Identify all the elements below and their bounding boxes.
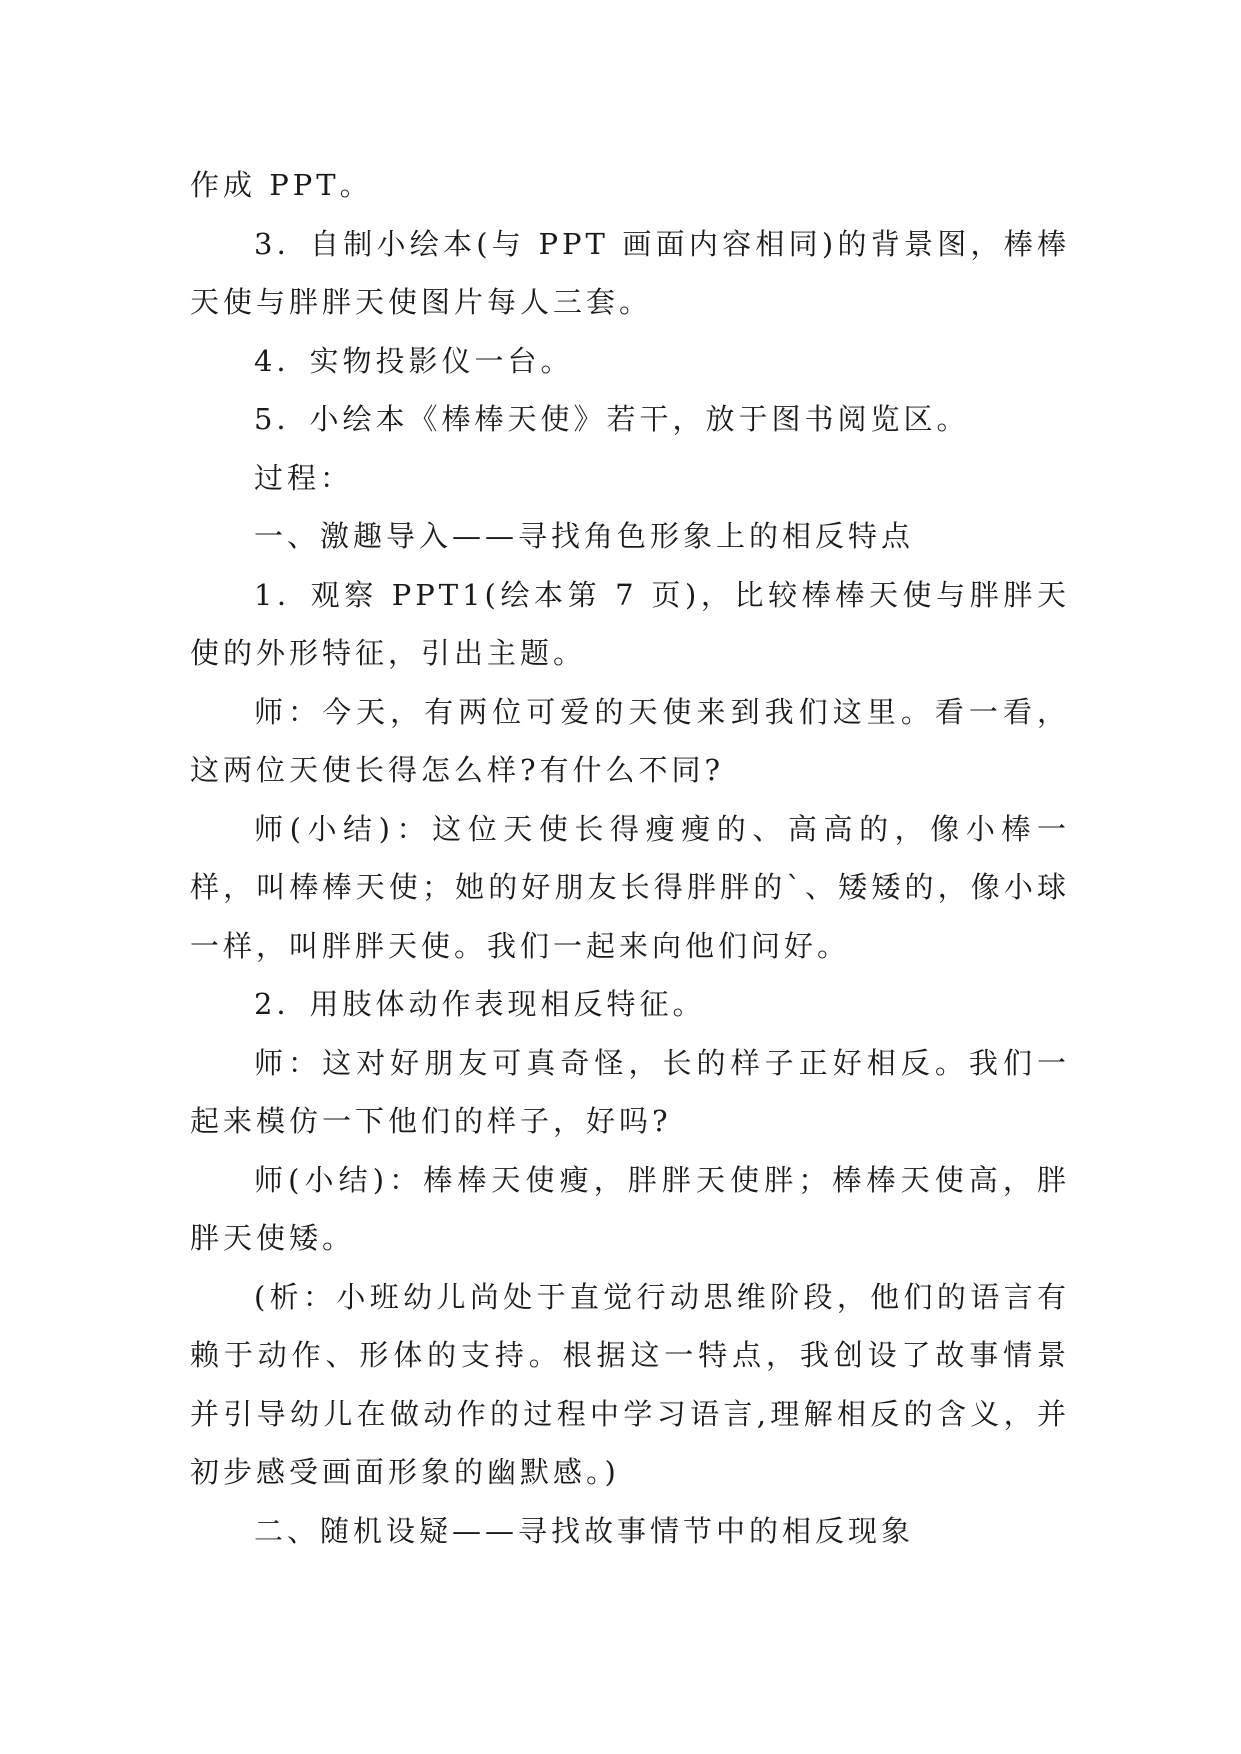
document-body (190, 156, 1070, 1560)
paragraph-material-3: 3．自制小绘本(与 PPT 画面内容相同)的背景图，棒棒天使与胖胖天使图片每人三套。 (190, 226, 1070, 319)
paragraph-material-5: 5．小绘本《棒棒天使》若干，放于图书阅览区。 (254, 402, 970, 436)
paragraph-material-4: 4．实物投影仪一台。 (254, 343, 574, 378)
paragraph-teacher-2: 师：这对好朋友可真奇怪，长的样子正好相反。我们一起来模仿一下他们的样子，好吗? (190, 1045, 1070, 1138)
paragraph-teacher-1: 师：今天，有两位可爱的天使来到我们这里。看一看，这两位天使长得怎么样?有什么不同? (190, 694, 1070, 787)
paragraph-teacher-summary-1: 师(小结)：这位天使长得瘦瘦的、高高的，像小棒一样，叫棒棒天使；她的好朋友长得胖胖的`、矮矮的，像小球一样，叫胖胖天使。我们一起来向他们问好。 (190, 811, 1070, 963)
paragraph-step-2: 2．用肢体动作表现相反特征。 (254, 987, 706, 1021)
heading-section-2: 二、随机设疑——寻找故事情节中的相反现象 (254, 1513, 915, 1548)
heading-section-1: 一、激趣导入——寻找角色形象上的相反特点 (254, 519, 915, 553)
paragraph-analysis: (析：小班幼儿尚处于直觉行动思维阶段，他们的语言有赖于动作、形体的支持。根据这一特点，我创设了故事情景并引导幼儿在做动作的过程中学习语言,理解相反的含义，并初步感受画面形象的幽默感。) (190, 1279, 1070, 1489)
paragraph-step-1: 1．观察 PPT1(绘本第 7 页)，比较棒棒天使与胖胖天使的外形特征，引出主题。 (190, 577, 1070, 670)
heading-process: 过程： (254, 460, 354, 495)
paragraph-teacher-summary-2: 师(小结)：棒棒天使瘦，胖胖天使胖；棒棒天使高，胖胖天使矮。 (190, 1162, 1070, 1255)
paragraph-continuation: 作成 PPT。 (190, 168, 373, 202)
